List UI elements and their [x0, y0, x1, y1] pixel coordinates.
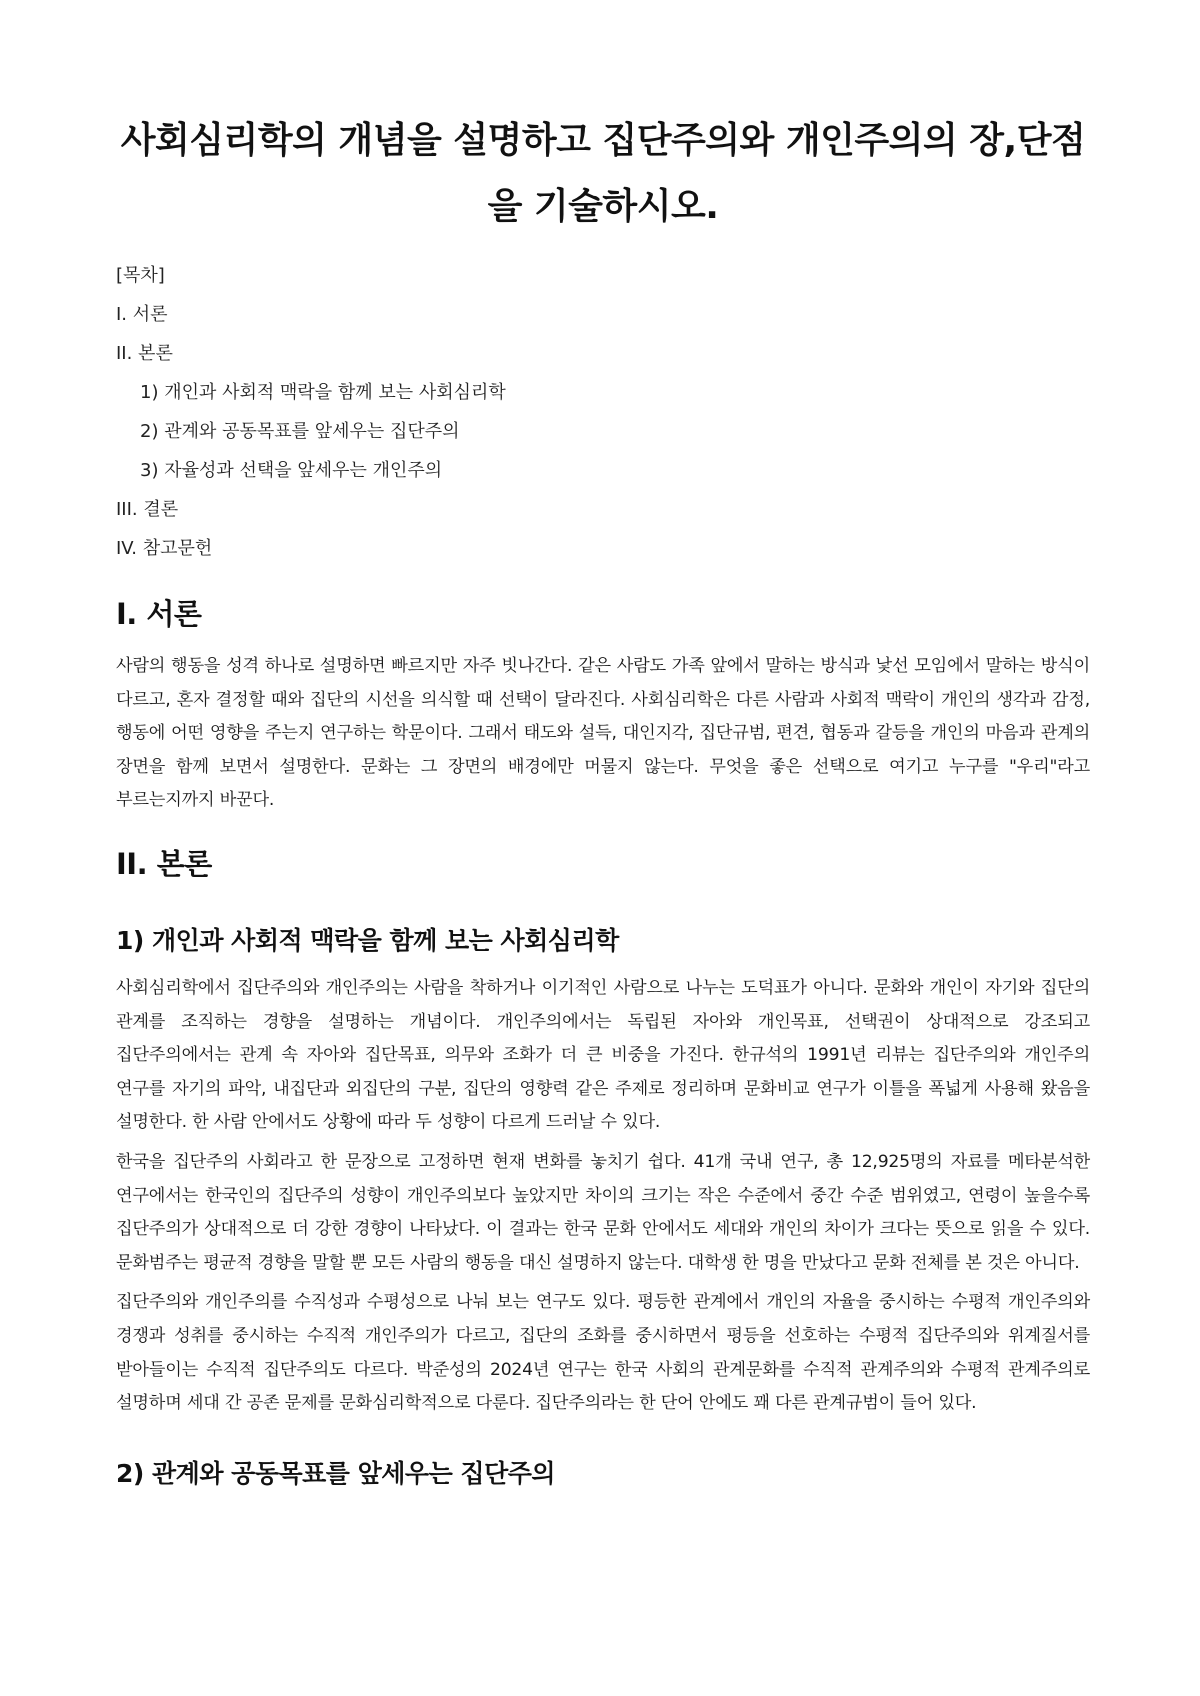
subsection-heading-1: 1) 개인과 사회적 맥락을 함께 보는 사회심리학: [116, 925, 619, 955]
toc-item-body-3: 3) 자율성과 선택을 앞세우는 개인주의: [140, 460, 443, 481]
table-of-contents: [116, 256, 1090, 568]
document-title: 사회심리학의 개념을 설명하고 집단주의와 개인주의의 장,단점을 기술하시오.: [120, 120, 1086, 227]
toc-item-body-2: 2) 관계와 공동목표를 앞세우는 집단주의: [140, 421, 460, 442]
toc-item-references: IV. 참고문헌: [116, 538, 213, 559]
toc-item-body: II. 본론: [116, 343, 173, 364]
body-paragraph-1: 사회심리학에서 집단주의와 개인주의는 사람을 착하거나 이기적인 사람으로 나누는 도덕표가 아니다. 문화와 개인이 자기와 집단의 관계를 조직하는 경향을 설명하는 개념이다. 개인주의에서는 독립된 자아와 개인목표, 선택권이 상대적으로 강조되고 집단주의에서는 관계 속 자아와 집단목표, 의무와 조화가 더 큰 비중을 가진다. 한규석의 1991년 리뷰는 집단주의와 개인주의 연구를 자기의 파악, 내집단과 외집단의 구분, 집단의 영향력 같은 주제로 정리하며 문화비교 연구가 이틀을 폭넓게 사용해 왔음을 설명한다. 한 사람 안에서도 상황에 따라 두 성향이 다르게 드러날 수 있다.: [116, 977, 1090, 1133]
section-heading-body: II. 본론: [116, 846, 212, 881]
intro-paragraph: 사람의 행동을 성격 하나로 설명하면 빠르지만 자주 빗나간다. 같은 사람도 가족 앞에서 말하는 방식과 낯선 모임에서 말하는 방식이 다르고, 혼자 결정할 때와 집단의 시선을 의식할 때 선택이 달라진다. 사회심리학은 다른 사람과 사회적 맥락이 개인의 생각과 감정, 행동에 어떤 영향을 주는지 연구하는 학문이다. 그래서 태도와 설득, 대인지각, 집단규범, 편견, 협동과 갈등을 개인의 마음과 관계의 장면을 함께 보면서 설명한다. 문화는 그 장면의 배경에만 머물지 않는다. 무엇을 좋은 선택으로 여기고 누구를 "우리"라고 부르는지까지 바꾼다.: [116, 656, 1090, 811]
toc-item-intro: I. 서론: [116, 304, 168, 325]
toc-heading: [목차]: [116, 265, 165, 286]
toc-item-conclusion: III. 결론: [116, 499, 179, 520]
body-paragraph-3: 집단주의와 개인주의를 수직성과 수평성으로 나눠 보는 연구도 있다. 평등한 관계에서 개인의 자율을 중시하는 수평적 개인주의와 경쟁과 성취를 중시하는 수직적 개인주의가 다르고, 집단의 조화를 중시하면서 평등을 선호하는 수평적 집단주의와 위계질서를 받아들이는 수직적 집단주의도 다르다. 박준성의 2024년 연구는 한국 사회의 관계문화를 수직적 관계주의와 수평적 관계주의로 설명하며 세대 간 공존 문제를 문화심리학적으로 다룬다. 집단주의라는 한 단어 안에도 꽤 다른 관계규범이 들어 있다.: [116, 1292, 1090, 1414]
section-heading-intro: I. 서론: [116, 597, 202, 631]
toc-item-body-1: 1) 개인과 사회적 맥락을 함께 보는 사회심리학: [140, 382, 506, 403]
subsection-heading-2: 2) 관계와 공동목표를 앞세우는 집단주의: [116, 1458, 556, 1488]
body-paragraph-2: 한국을 집단주의 사회라고 한 문장으로 고정하면 현재 변화를 놓치기 쉽다. 41개 국내 연구, 총 12,925명의 자료를 메타분석한 연구에서는 한국인의 집단주의 성향이 개인주의보다 높았지만 차이의 크기는 작은 수준에서 중간 수준 범위였고, 연령이 높을수록 집단주의가 상대적으로 더 강한 경향이 나타났다. 이 결과는 한국 문화 안에서도 세대와 개인의 차이가 크다는 뜻으로 읽을 수 있다. 문화범주는 평균적 경향을 말할 뿐 모든 사람의 행동을 대신 설명하지 않는다. 대학생 한 명을 만났다고 문화 전체를 본 것은 아니다.: [116, 1151, 1090, 1273]
